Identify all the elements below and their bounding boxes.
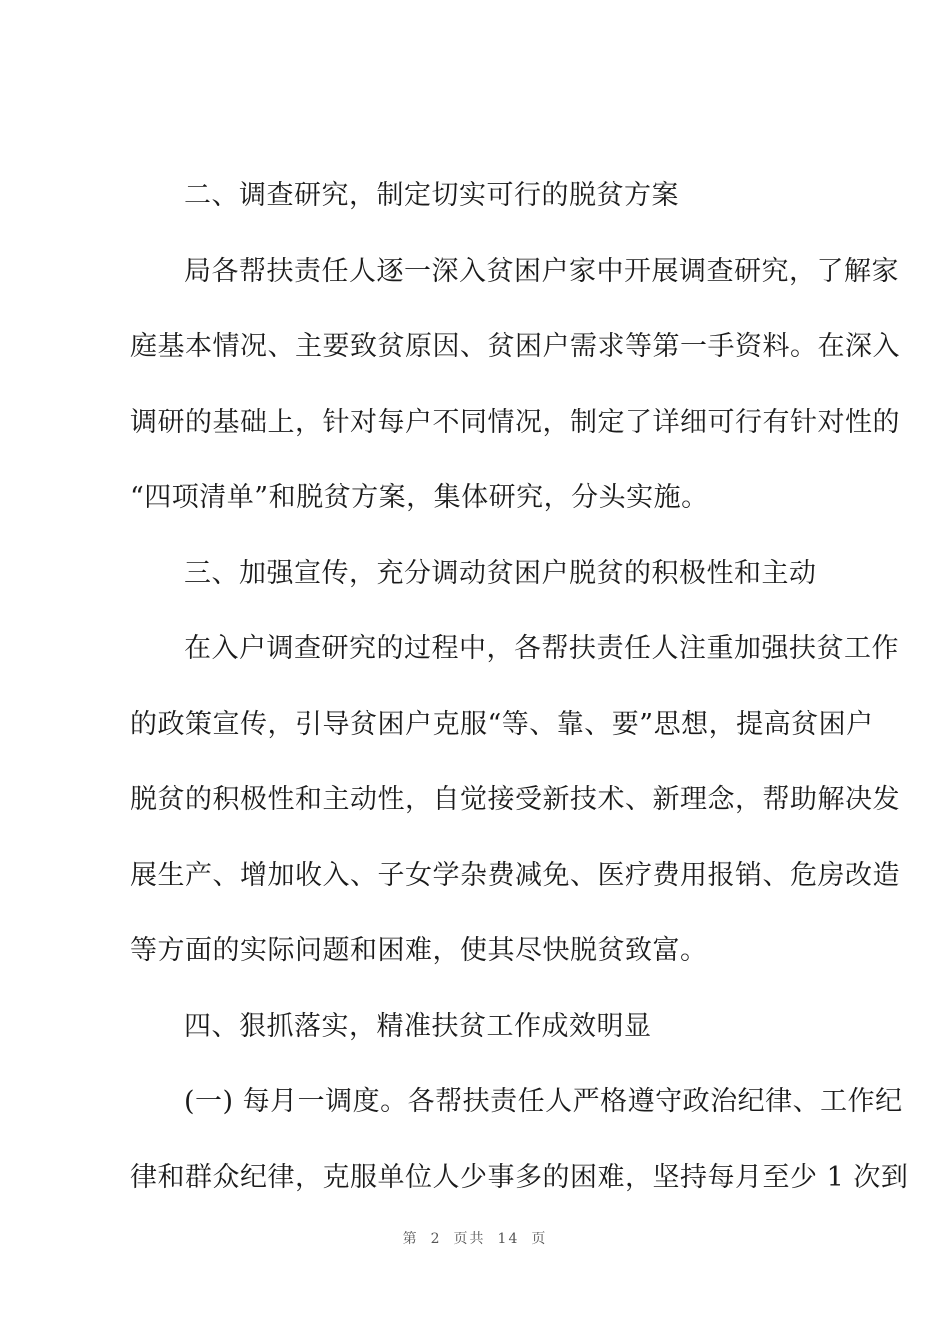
footer-label-middle: 页共 xyxy=(453,1231,486,1247)
paragraph-line: 局各帮扶责任人逐一深入贫困户家中开展调查研究，了解家 xyxy=(184,255,899,287)
paragraph-line: 等方面的实际问题和困难，使其尽快脱贫致富。 xyxy=(130,935,708,966)
paragraph-line: 的政策宣传，引导贫困户克服“等、靠、要”思想，提高贫困户 xyxy=(130,708,874,740)
footer-total-pages: 14 xyxy=(497,1231,520,1247)
footer-page-number: 2 xyxy=(430,1231,442,1247)
section-heading-4: 四、狠抓落实，精准扶贫工作成效明显 xyxy=(184,1010,652,1042)
section-heading-2: 二、调查研究，制定切实可行的脱贫方案 xyxy=(184,180,679,211)
paragraph-line: 庭基本情况、主要致贫原因、贫困户需求等第一手资料。在深入 xyxy=(130,331,900,362)
section-heading-3: 三、加强宣传，充分调动贫困户脱贫的积极性和主动 xyxy=(184,557,817,589)
paragraph-line: 律和群众纪律，克服单位人少事多的困难，坚持每月至少 1 次到 xyxy=(130,1161,909,1193)
footer-label-suffix: 页 xyxy=(531,1231,548,1247)
paragraph-line: 调研的基础上，针对每户不同情况，制定了详细可行有针对性的 xyxy=(130,406,900,438)
page-footer xyxy=(0,1228,950,1248)
paragraph-line: 在入户调查研究的过程中，各帮扶责任人注重加强扶贫工作 xyxy=(184,633,899,664)
paragraph-line: 脱贫的积极性和主动性，自觉接受新技术、新理念，帮助解决发 xyxy=(130,784,900,815)
paragraph-line: (一) 每月一调度。各帮扶责任人严格遵守政治纪律、工作纪 xyxy=(184,1086,903,1117)
document-body xyxy=(130,170,909,1227)
paragraph-line: 展生产、增加收入、子女学杂费减免、医疗费用报销、危房改造 xyxy=(130,859,900,891)
paragraph-line: “四项清单”和脱贫方案，集体研究，分头实施。 xyxy=(130,482,709,513)
footer-label-prefix: 第 xyxy=(402,1231,419,1247)
